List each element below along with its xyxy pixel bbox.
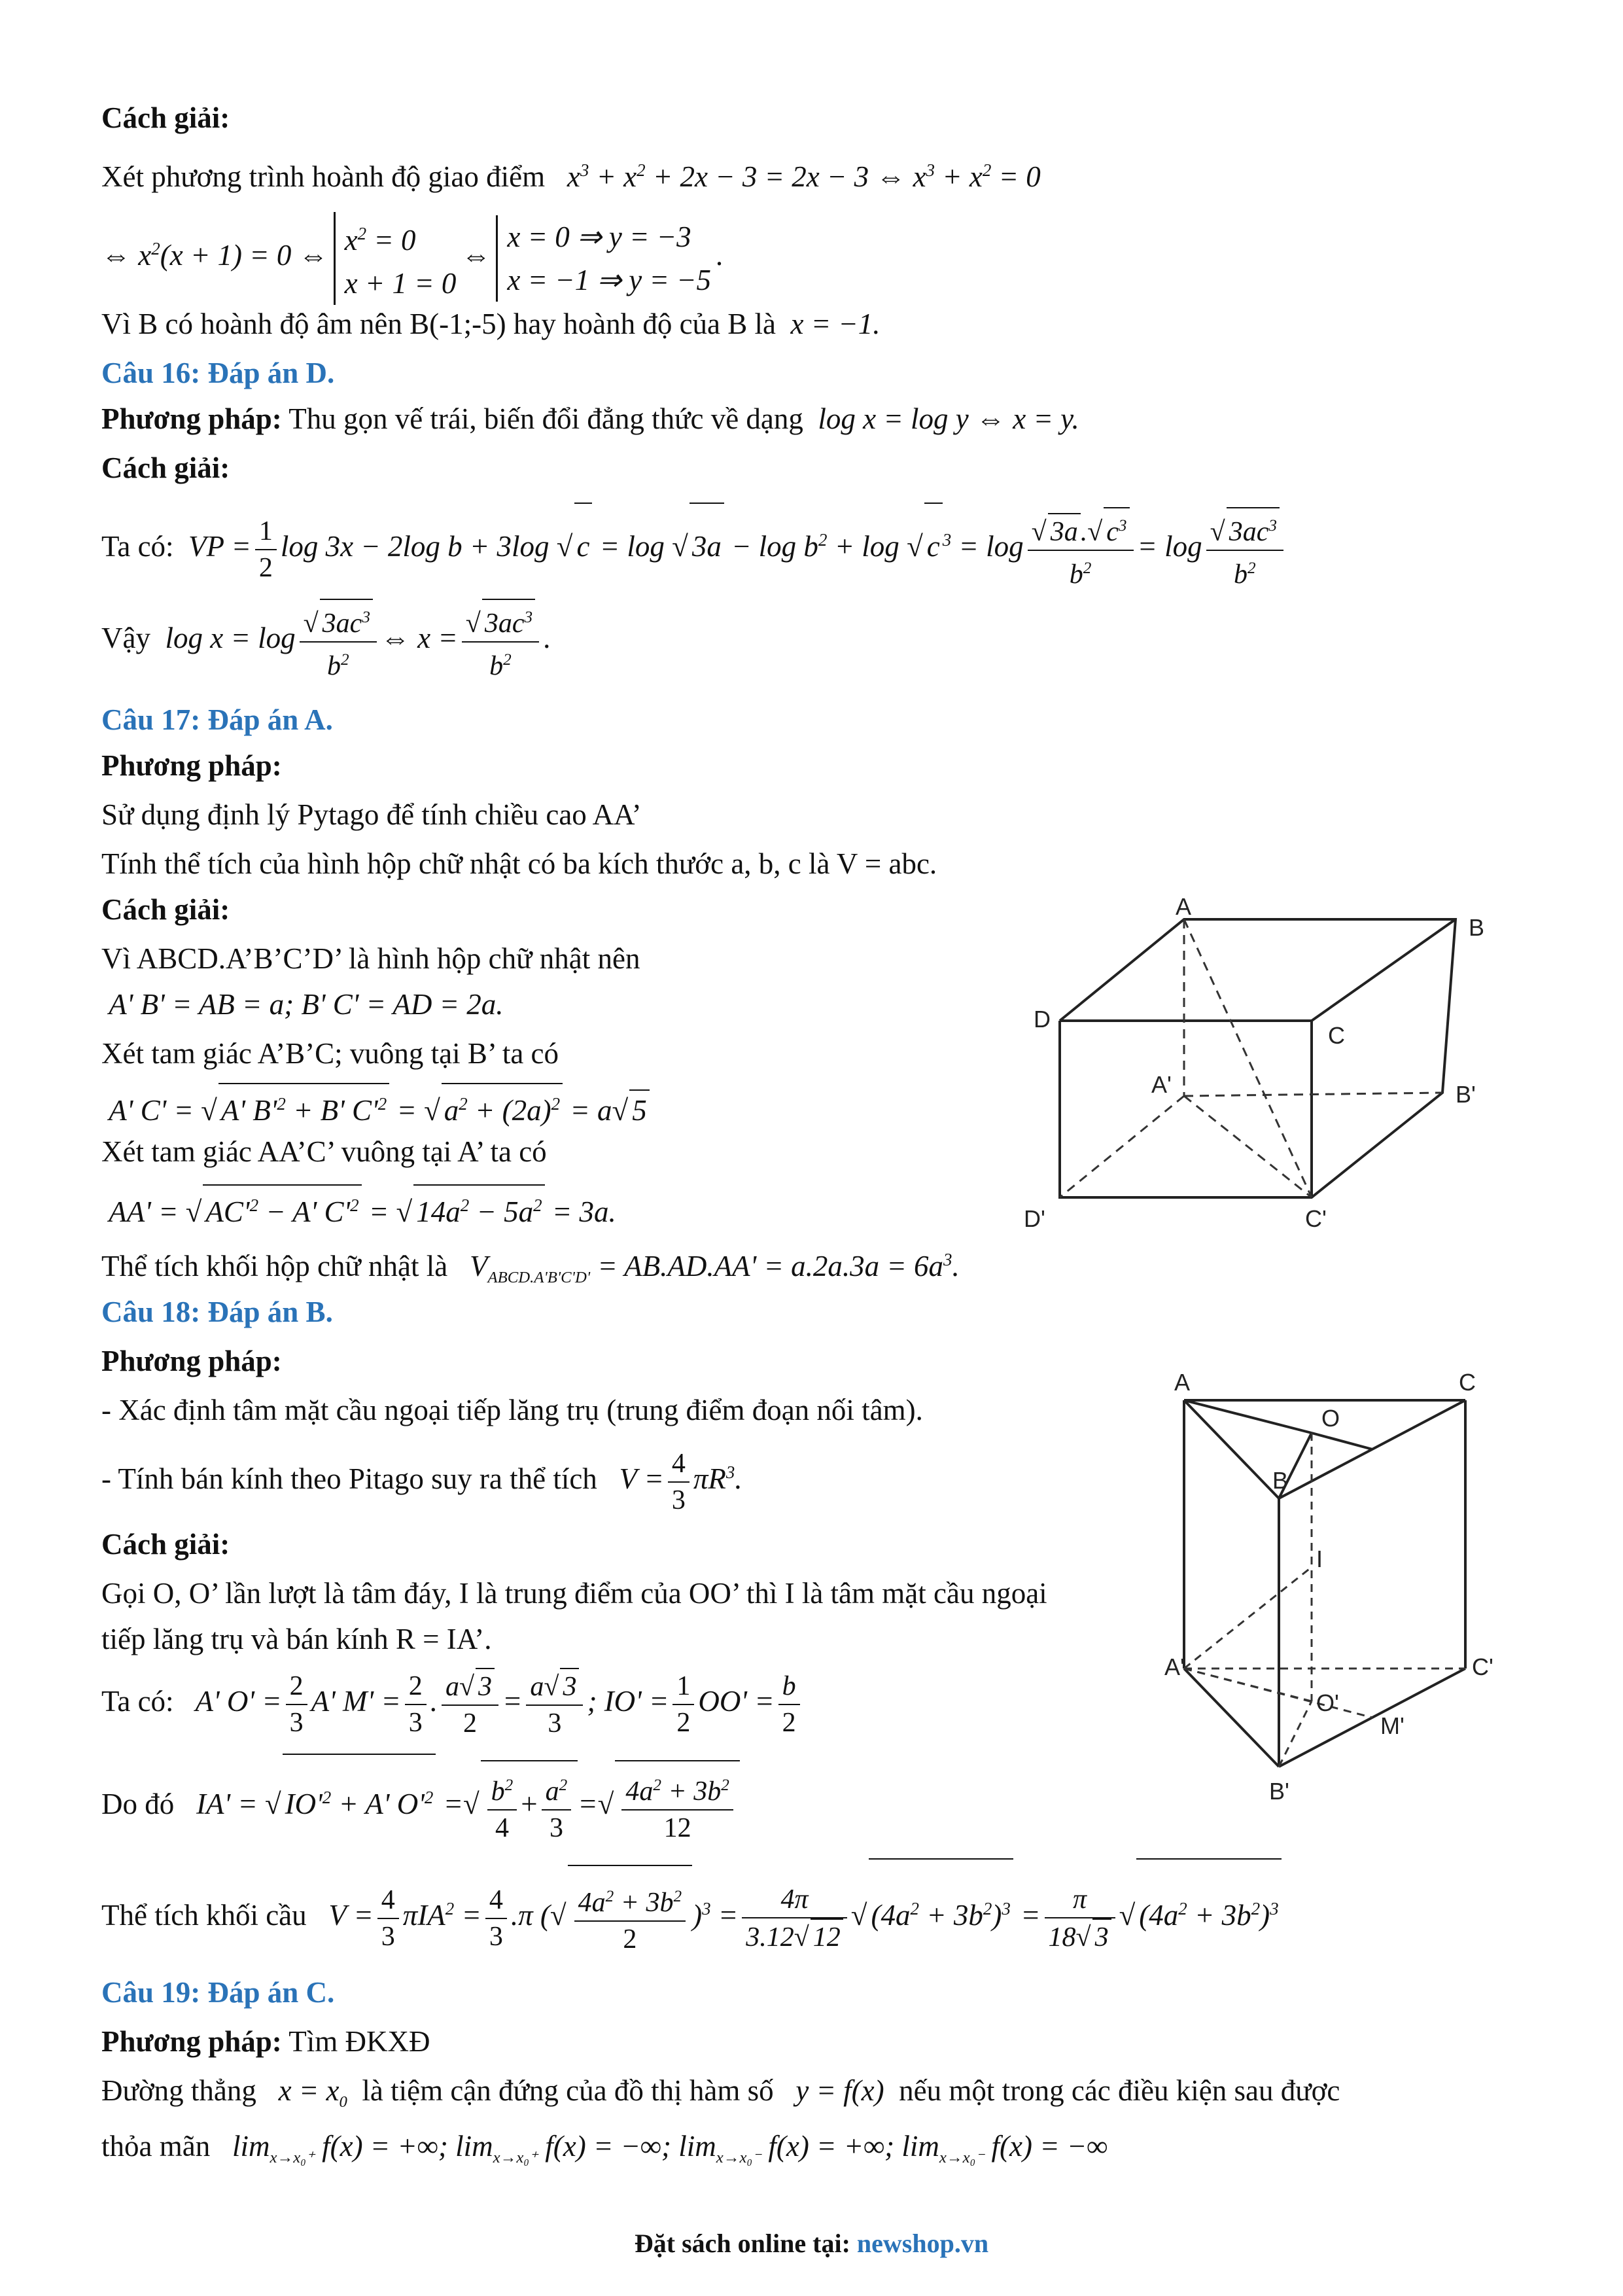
label-A1: A' xyxy=(1164,1653,1185,1680)
math-17-6: AA' = √ $AC'^2 - A'$ $C'^2$ = √ $14a^2 - 5a^2 = 3a$. xyxy=(101,1184,616,1231)
text-line-conclusion: Vì B có hoành độ âm nên B(-1;-5) hay hoành độ của B là x = −1. xyxy=(101,308,881,340)
heading-cach-giai-17: Cách giải: xyxy=(101,893,230,926)
label-B1: B' xyxy=(1456,1081,1476,1108)
footer: Đặt sách online tại: newshop.vn xyxy=(634,2229,989,2258)
math-system: ⇔ $x^2(x + 1) = 0$ ⇔ $x^2 = 0$ x + 1 = 0 ⇔ x = 0 ⇒ y = −3 x = −1 ⇒ y = −5 . xyxy=(101,203,724,305)
label-B: B xyxy=(1272,1467,1289,1494)
label-O1: O' xyxy=(1316,1689,1339,1716)
label-D1: D' xyxy=(1024,1205,1045,1230)
text-19-2: thỏa mãn $\lim_{x\to x_0^+} f(x)$ = +∞; $\lim_{x\to x_0^+} f(x)$ = −∞; $\lim_{x\to x_0^-} f(x)$ = +∞; $\lim_{x\to x_0^-} f(x)$ = −∞ xyxy=(101,2130,1108,2166)
math-equation: $x^3 + x^2 + 2x - 3 = 2x - 3$ ⇔ $x^3 + x^2 = 0$ xyxy=(552,160,1041,193)
heading-cau-18: Câu 18: Đáp án B. xyxy=(101,1296,333,1328)
math-18-5: Thể tích khối cầu V = $\frac{4}{3}$ πIA$^2$ = $\frac{4}{3}$ .π (√ $\frac{4a^2 + 3b^2}{2}$ )$^3$ = $\frac{4\pi}{3.12√ 12}$ √ $(4a^2 + 3b^2)^3$ = $\frac{\pi}{18√ 3}$ √ $(4a^2 + 3b^2)^3$ xyxy=(101,1858,1282,1964)
heading-cau-16: Câu 16: Đáp án D. xyxy=(101,357,335,389)
heading-cau-19: Câu 19: Đáp án C. xyxy=(101,1976,335,2009)
heading-cau-17: Câu 17: Đáp án A. xyxy=(101,703,333,736)
box-figure xyxy=(1011,896,1508,1230)
label-A: A xyxy=(1174,1369,1191,1396)
label-C: C xyxy=(1328,1022,1345,1049)
text-method-17-2: Tính thể tích của hình hộp chữ nhật có ba kích thước a, b, c là V = abc. xyxy=(101,847,937,880)
text-19-1: Đường thẳng $x = x_0$ là tiệm cận đứng của đồ thị hàm số y = f(x) nếu một trong các điều kiện sau được xyxy=(101,2074,1340,2111)
label-A1: A' xyxy=(1151,1071,1172,1098)
footer-link[interactable]: newshop.vn xyxy=(856,2229,989,2258)
text-line-intersection: Xét phương trình hoành độ giao điểm $x^3 + x^2 + 2x - 3 = 2x - 3$ ⇔ $x^3 + x^2 = 0$ xyxy=(101,160,1041,193)
math-18-4: Do đó IA' = √ $IO'^2 + A'$ $O'^2$ =√ $\frac{b^2}{4}$ + $\frac{a^2}{3}$ =√ $\frac{4a^2 + 3b^2}{12}$ xyxy=(101,1754,740,1846)
prism-figure xyxy=(1164,1368,1505,1819)
text-17-5: Xét tam giác AA’C’ vuông tại A’ ta có xyxy=(101,1135,547,1168)
text-method-18-2: - Tính bán kính theo Pitago suy ra thể tích V = $\frac{4}{3}$ $\pi R^3$. xyxy=(101,1433,742,1518)
heading-cach-giai: Cách giải: xyxy=(101,101,230,134)
heading-cach-giai-16: Cách giải: xyxy=(101,451,230,484)
label-A: A xyxy=(1176,896,1192,920)
label-I: I xyxy=(1316,1545,1323,1572)
label-C1: C' xyxy=(1472,1653,1493,1680)
math-17-4: A' C' = √ A' $B'^2 + B'$ $C'^2$ = √ $a^2 + (2a)^2 = a√$ 5 xyxy=(101,1083,650,1130)
text-17-3: Xét tam giác A’B’C; vuông tại B’ ta có xyxy=(101,1037,559,1070)
text-method-16: Phương pháp: Thu gọn vế trái, biến đổi đẳng thức về dạng log x = log y ⇔ x = y. xyxy=(101,402,1079,435)
label-C1: C' xyxy=(1305,1205,1327,1230)
text-18-2: tiếp lăng trụ và bán kính R = IA’. xyxy=(101,1623,492,1655)
text-method-18-1: - Xác định tâm mặt cầu ngoại tiếp lăng trụ (trung điểm đoạn nối tâm). xyxy=(101,1394,923,1426)
math-18-3: Ta có: A' O' = $\frac{2}{3}$ A' M' = $\frac{2}{3}$ . $\frac{a√ 3}{2}$ = $\frac{a√ 3}{3}$ ; IO' = $\frac{1}{2}$ OO' = $\frac{b}{2}$ xyxy=(101,1659,804,1744)
heading-method-17: Phương pháp: xyxy=(101,749,282,782)
text-method-17-1: Sử dụng định lý Pytago để tính chiều cao AA’ xyxy=(101,798,642,831)
text-17-7: Thể tích khối hộp chữ nhật là $V_{ABCD.A'B'C'D'} = AB.AD.AA' = a.2a.3a = 6a^3$. xyxy=(101,1250,960,1286)
label-D: D xyxy=(1034,1006,1051,1033)
label-B: B xyxy=(1469,914,1485,941)
math-17-2: A' B' = AB = a; B' C' = AD = 2a. xyxy=(101,988,504,1021)
heading-method-18: Phương pháp: xyxy=(101,1345,282,1377)
heading-cach-giai-18: Cách giải: xyxy=(101,1528,230,1561)
text-18-1: Gọi O, O’ lần lượt là tâm đáy, I là trung điểm của OO’ thì I là tâm mặt cầu ngoại xyxy=(101,1577,1047,1610)
text-17-1: Vì ABCD.A’B’C’D’ là hình hộp chữ nhật nên xyxy=(101,942,640,975)
label-B1: B' xyxy=(1269,1778,1289,1805)
text-method-19: Phương pháp: Tìm ĐKXĐ xyxy=(101,2025,430,2058)
label-O: O xyxy=(1321,1405,1340,1432)
label-C: C xyxy=(1459,1369,1476,1396)
math-line-vay: Vậy log x = log √ $\frac{3ac^3}{b^2}$ ⇔ x = √ $\frac{3ac^3}{b^2}$ . xyxy=(101,595,550,684)
label-M1: M' xyxy=(1380,1712,1405,1739)
math-line-vp: Ta có: VP = $\frac{1}{2}$ log 3x − 2log b + 3log √ c = log √ $3a - \log b^2 + \log$ √ c $^3$ = log √ $\frac{3a.√ c^3}{b^2}$ = log √ $\frac{3ac^3}{b^2}$ xyxy=(101,497,1287,592)
